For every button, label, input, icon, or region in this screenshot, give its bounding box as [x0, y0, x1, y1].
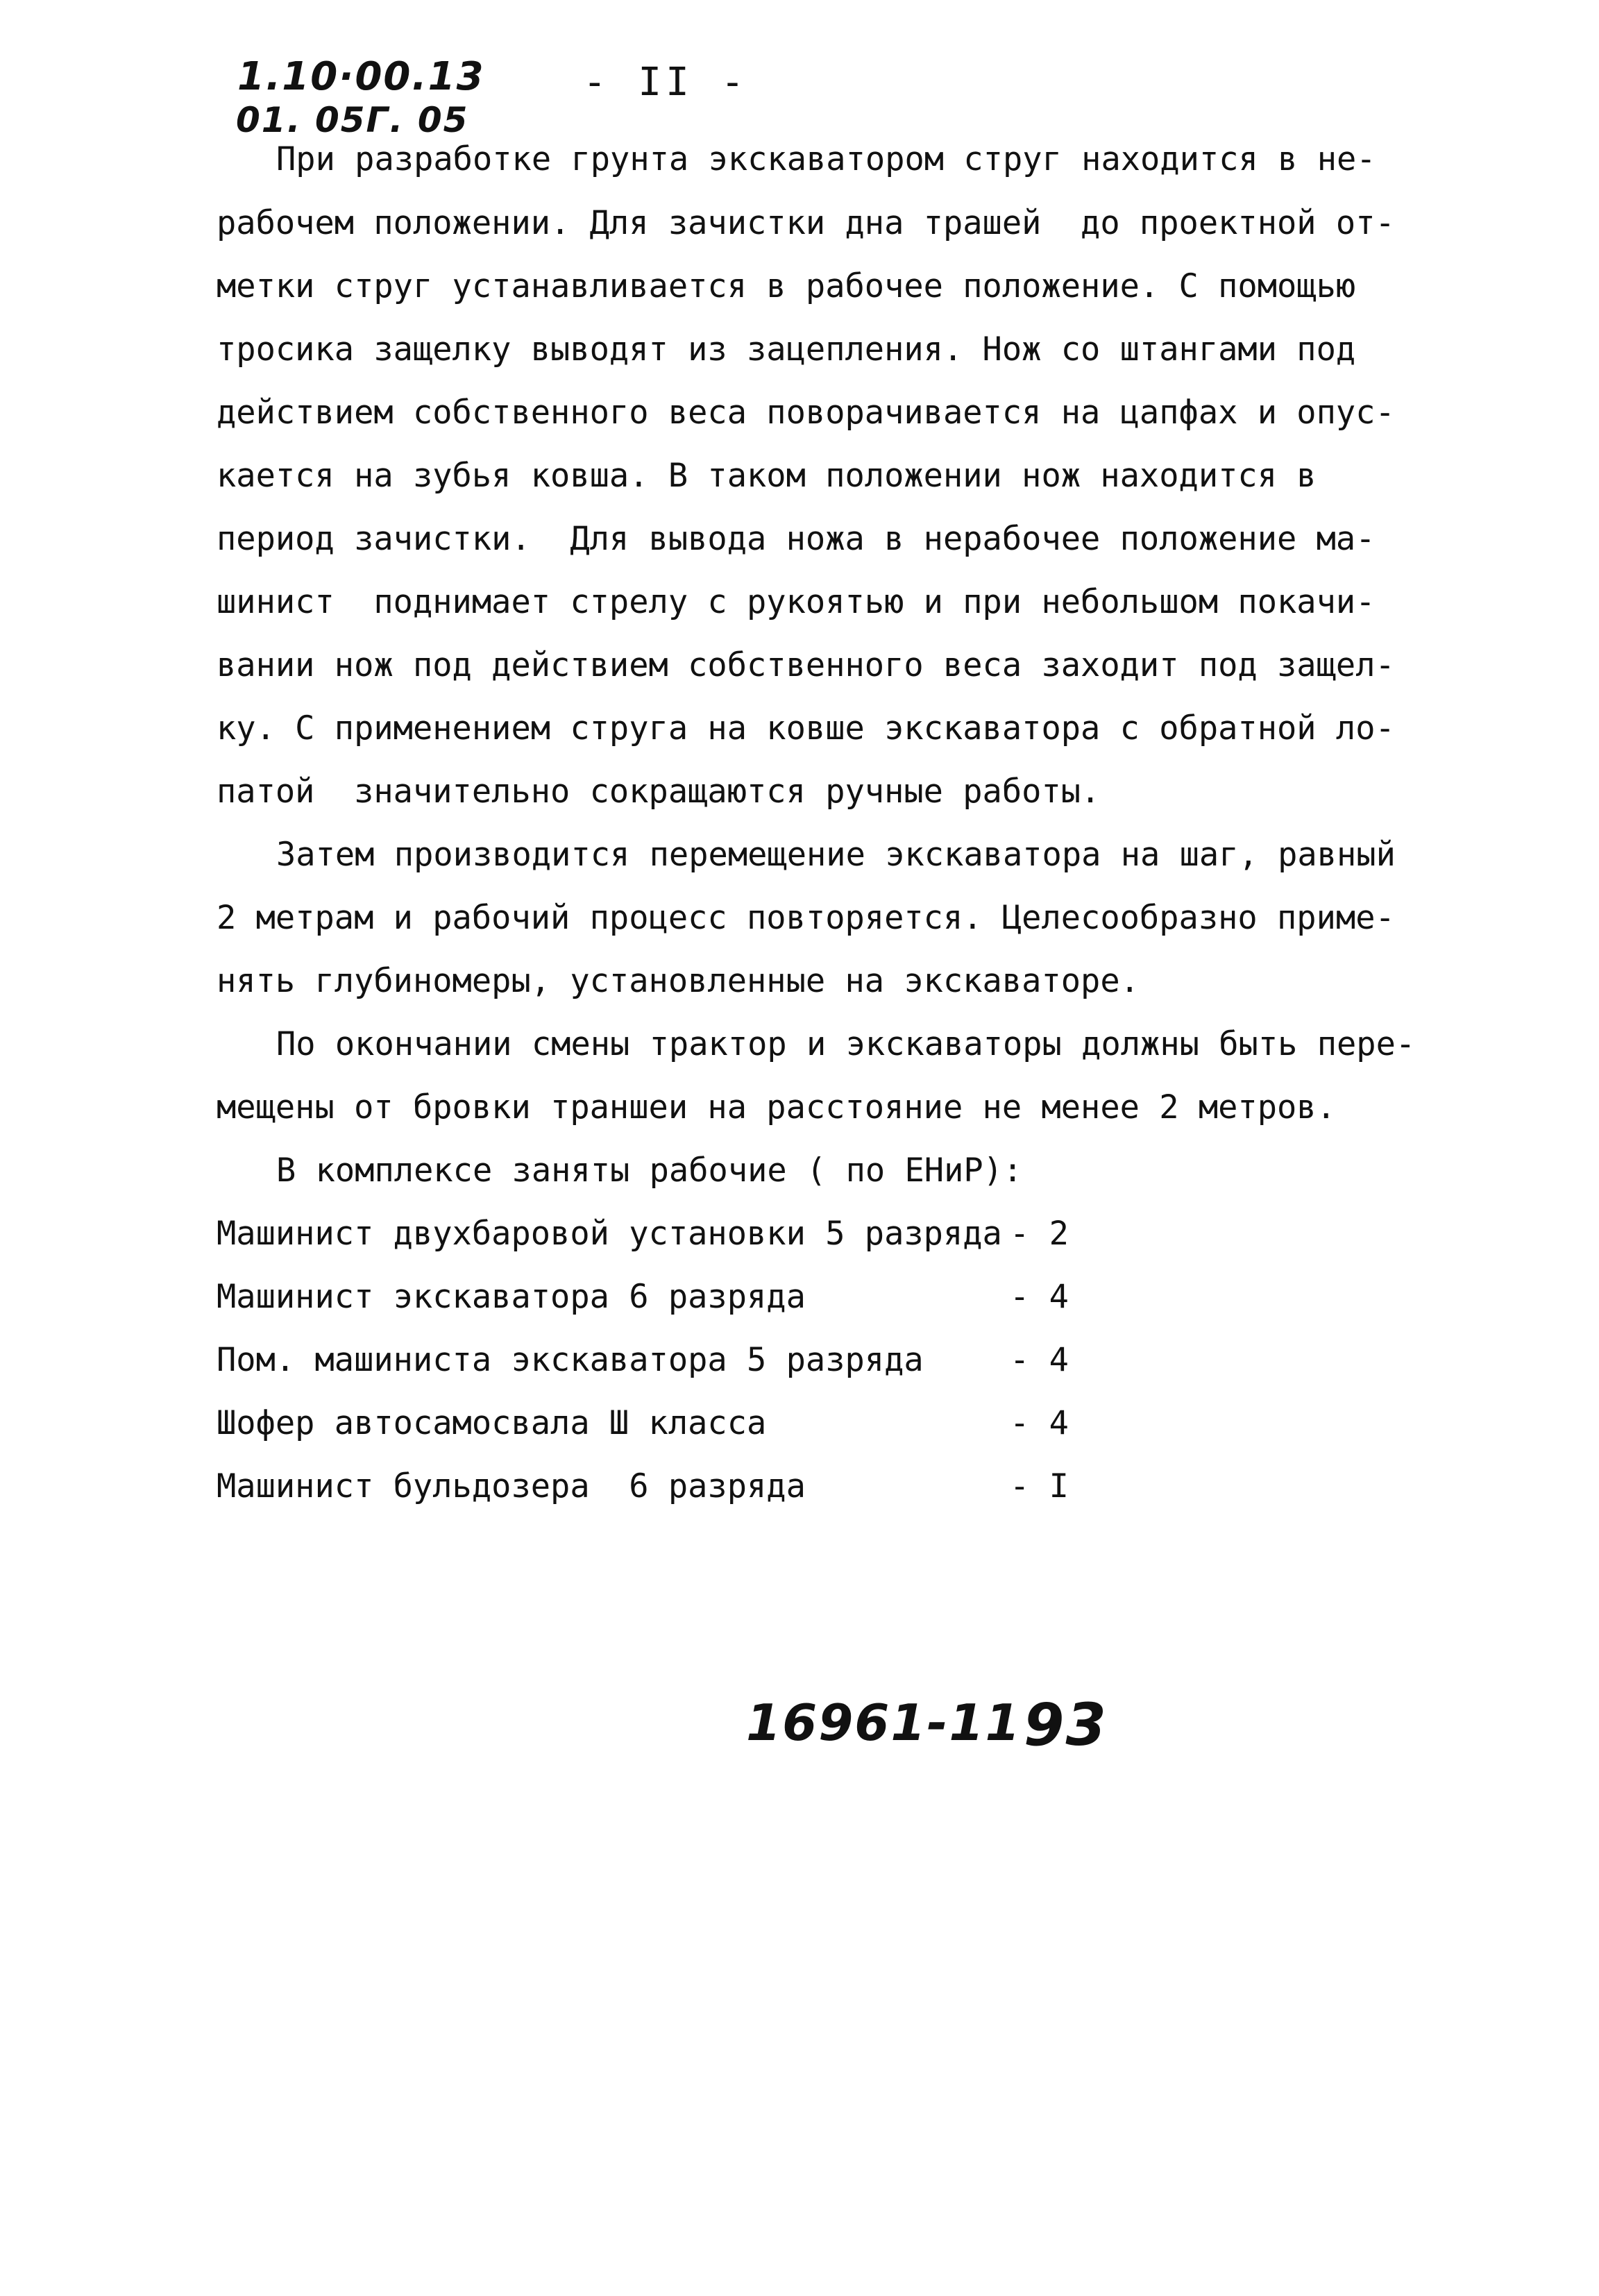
body-line: По окончании смены трактор и экскаваторы должны быть пере-	[276, 1025, 1416, 1063]
worker-role: Пом. машиниста экскаватора 5 разряда	[217, 1341, 924, 1379]
body-line: метки струг устанавливается в рабочее положение. С помощью	[217, 267, 1356, 305]
body-line: рабочем положении. Для зачистки дна трашей до проектной от-	[217, 204, 1395, 242]
document-code-line1: 1.10·00.13	[237, 54, 485, 99]
inventory-number: 16961-11	[746, 1694, 1022, 1752]
worker-role: Машинист двухбаровой установки 5 разряда	[217, 1215, 1002, 1253]
worker-count: - 2	[1010, 1215, 1069, 1253]
body-line: Затем производится перемещение экскаватора на шаг, равный	[276, 836, 1396, 874]
body-line: ку. С применением струга на ковше экскаватора с обратной ло-	[217, 709, 1395, 748]
document-code-line2: 01. 05Г. 05	[236, 100, 469, 140]
worker-count: - I	[1010, 1467, 1069, 1505]
worker-role: Шофер автосамосвала Ш класса	[217, 1404, 767, 1442]
worker-count: - 4	[1010, 1341, 1069, 1379]
worker-role: Машинист бульдозера 6 разряда	[217, 1467, 806, 1505]
body-line: вании нож под действием собственного веса заходит под защел-	[217, 646, 1395, 684]
body-line: мещены от бровки траншеи на расстояние не менее 2 метров.	[217, 1088, 1336, 1126]
body-line: 2 метрам и рабочий процесс повторяется. Целесообразно приме-	[217, 899, 1395, 937]
body-line: период зачистки. Для вывода ножа в нерабочее положение ма-	[217, 520, 1376, 558]
sheet-number: 93	[1024, 1691, 1108, 1759]
body-line: действием собственного веса поворачивается на цапфах и опус-	[217, 394, 1395, 432]
worker-count: - 4	[1010, 1404, 1069, 1442]
body-line: нять глубиномеры, установленные на экскаваторе.	[217, 962, 1140, 1000]
body-line: кается на зубья ковша. В таком положении нож находится в	[217, 457, 1317, 495]
page-number: - II -	[583, 60, 749, 105]
body-line: патой значительно сокращаются ручные работы.	[217, 773, 1101, 811]
body-line: тросика защелку выводят из зацепления. Нож со штангами под	[217, 330, 1356, 369]
worker-count: - 4	[1010, 1278, 1069, 1316]
workers-intro: В комплексе заняты рабочие ( по ЕНиР):	[276, 1151, 1023, 1190]
worker-role: Машинист экскаватора 6 разряда	[217, 1278, 806, 1316]
body-line: шинист поднимает стрелу с рукоятью и при небольшом покачи-	[217, 583, 1376, 621]
body-line: При разработке грунта экскаватором струг находится в не-	[276, 140, 1376, 178]
